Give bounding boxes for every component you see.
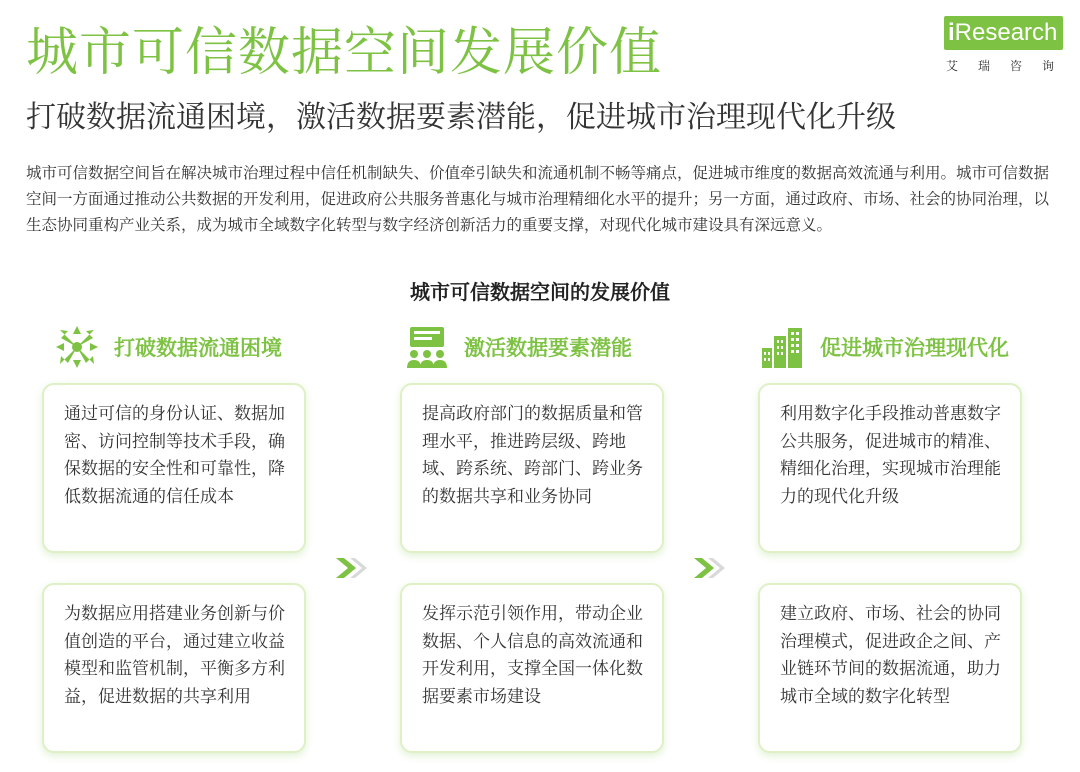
value-card-1-1: 通过可信的身份认证、数据加密、访问控制等技术手段，确保数据的安全性和可靠性，降低数据流通的信任成本 bbox=[42, 383, 306, 553]
logo-wordmark: iResearch bbox=[944, 16, 1063, 50]
page-title: 城市可信数据空间发展价值 bbox=[26, 23, 663, 83]
value-card-3-2: 建立政府、市场、社会的协同治理模式，促进政企之间、产业链环节间的数据流通，助力城市全域的数字化转型 bbox=[758, 583, 1022, 753]
column-header-1 bbox=[54, 322, 282, 372]
intro-paragraph: 城市可信数据空间旨在解决城市治理过程中信任机制缺失、价值牵引缺失和流通机制不畅等痛点，促进城市维度的数据高效流通与利用。城市可信数据空间一方面通过推动公共数据的开发利用，促进政府公共服务普惠化与城市治理精细化水平的提升；另一方面，通过政府、市场、社会的协同治理，以生态协同重构产业关系，成为城市全域数字化转型与数字经济创新活力的重要支撑，对现代化城市建设具有深远意义。 bbox=[26, 164, 1050, 234]
chevron-right-icon bbox=[692, 556, 734, 580]
column-label-1: 打破数据流通困境 bbox=[114, 336, 282, 360]
column-label-3: 促进城市治理现代化 bbox=[820, 336, 1009, 360]
column-header-3 bbox=[760, 322, 1009, 372]
break-through-icon bbox=[54, 324, 100, 370]
section-title: 城市可信数据空间的发展价值 bbox=[410, 280, 670, 304]
value-card-2-2: 发挥示范引领作用，带动企业数据、个人信息的高效流通和开发利用，支撑全国一体化数据要素市场建设 bbox=[400, 583, 664, 753]
iresearch-logo bbox=[944, 16, 1074, 76]
column-label-2: 激活数据要素潜能 bbox=[464, 336, 632, 360]
presentation-people-icon bbox=[404, 324, 450, 370]
page-subtitle: 打破数据流通困境，激活数据要素潜能，促进城市治理现代化升级 bbox=[26, 100, 896, 135]
value-card-2-1: 提高政府部门的数据质量和管理水平，推进跨层级、跨地域、跨系统、跨部门、跨业务的数据共享和业务协同 bbox=[400, 383, 664, 553]
chevron-right-icon bbox=[334, 556, 376, 580]
value-card-3-1: 利用数字化手段推动普惠数字公共服务，促进城市的精准、精细化治理，实现城市治理能力的现代化升级 bbox=[758, 383, 1022, 553]
city-buildings-icon bbox=[760, 324, 806, 370]
logo-chinese: 艾瑞咨询 bbox=[946, 59, 1075, 73]
column-header-2 bbox=[404, 322, 632, 372]
value-card-1-2: 为数据应用搭建业务创新与价值创造的平台，通过建立收益模型和监管机制，平衡多方利益，促进数据的共享利用 bbox=[42, 583, 306, 753]
